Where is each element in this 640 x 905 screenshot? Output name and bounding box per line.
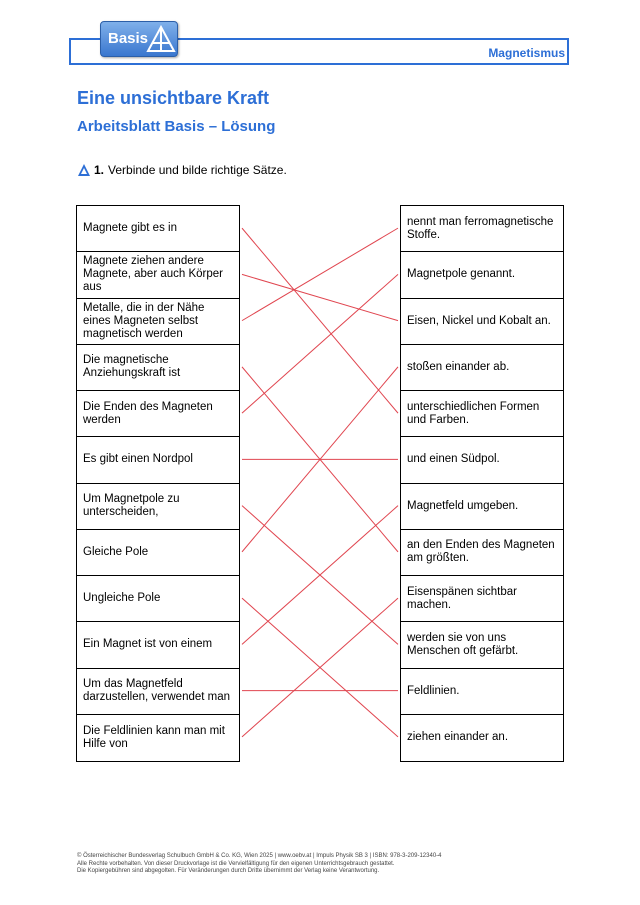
left-cell-6: Es gibt einen Nordpol (77, 437, 239, 483)
logo-text: Basis (108, 30, 149, 47)
connection-line-2 (242, 274, 398, 320)
right-cell-3: Eisen, Nickel und Kobalt an. (401, 299, 563, 345)
page-subtitle: Arbeitsblatt Basis – Lösung (77, 118, 276, 135)
right-column (400, 205, 564, 762)
right-cell-9: Eisenspänen sichtbar machen. (401, 576, 563, 622)
right-cell-5: unterschiedlichen Formen und Farben. (401, 391, 563, 437)
left-cell-11: Um das Magnetfeld darzustellen, verwendet man (77, 669, 239, 715)
left-cell-7: Um Magnetpole zu unterscheiden, (77, 484, 239, 530)
right-cell-4: stoßen einander ab. (401, 345, 563, 391)
connection-line-1 (242, 228, 398, 413)
footer-fees: Die Kopiergebühren sind abgegolten. Für Veränderungen durch Dritte übernimmt der Verlag keine Verantwortung. (77, 868, 380, 874)
right-cell-1: nennt man ferromagnetische Stoffe. (401, 206, 563, 252)
topic-label: Magnetismus (488, 46, 565, 60)
left-cell-9: Ungleiche Pole (77, 576, 239, 622)
connection-line-5 (242, 274, 398, 413)
right-cell-8: an den Enden des Magneten am größten. (401, 530, 563, 576)
task-instruction (77, 163, 287, 177)
left-cell-2: Magnete ziehen andere Magnete, aber auch Körper aus (77, 252, 239, 298)
task-number: 1. (94, 163, 105, 177)
connection-line-12 (242, 598, 398, 737)
connection-line-7 (242, 506, 398, 645)
connection-line-3 (242, 228, 398, 321)
right-cell-7: Magnetfeld umgeben. (401, 484, 563, 530)
footer-copyright: © Österreichischer Bundesverlag Schulbuch GmbH & Co. KG, Wien 2025 | www.oebv.at | Impuls Physik SB 3 | ISBN: 978-3-209-12340-4 (77, 853, 442, 859)
right-cell-2: Magnetpole genannt. (401, 252, 563, 298)
left-column (76, 205, 240, 762)
left-cell-3: Metalle, die in der Nähe eines Magneten selbst magnetisch werden (77, 299, 239, 345)
connection-line-8 (242, 367, 398, 552)
left-cell-8: Gleiche Pole (77, 530, 239, 576)
right-cell-12: ziehen einander an. (407, 731, 509, 744)
footer (77, 853, 442, 876)
triangle-logo-icon (146, 25, 176, 53)
connection-line-4 (242, 367, 398, 552)
difficulty-icon (77, 163, 91, 177)
left-cell-12: Die Feldlinien kann man mit Hilfe von (83, 724, 225, 750)
page-title: Eine unsichtbare Kraft (77, 88, 270, 108)
left-cell-4: Die magnetische Anziehungskraft ist (77, 345, 239, 391)
left-cell-5: Die Enden des Magneten werden (77, 391, 239, 437)
right-cell-10: werden sie von uns Menschen oft gefärbt. (401, 622, 563, 668)
basis-logo (100, 21, 178, 57)
footer-rights: Alle Rechte vorbehalten. Von dieser Druckvorlage ist die Vervielfältigung für den eigenen Unterrichtsgebrauch gestattet. (77, 860, 395, 867)
connection-line-9 (242, 598, 398, 737)
task-text: Verbinde und bilde richtige Sätze. (108, 163, 287, 177)
right-cell-11: Feldlinien. (401, 669, 563, 715)
right-cell-6: und einen Südpol. (401, 437, 563, 483)
left-cell-10: Ein Magnet ist von einem (77, 622, 239, 668)
connection-line-10 (242, 506, 398, 645)
left-cell-1: Magnete gibt es in (77, 206, 239, 252)
